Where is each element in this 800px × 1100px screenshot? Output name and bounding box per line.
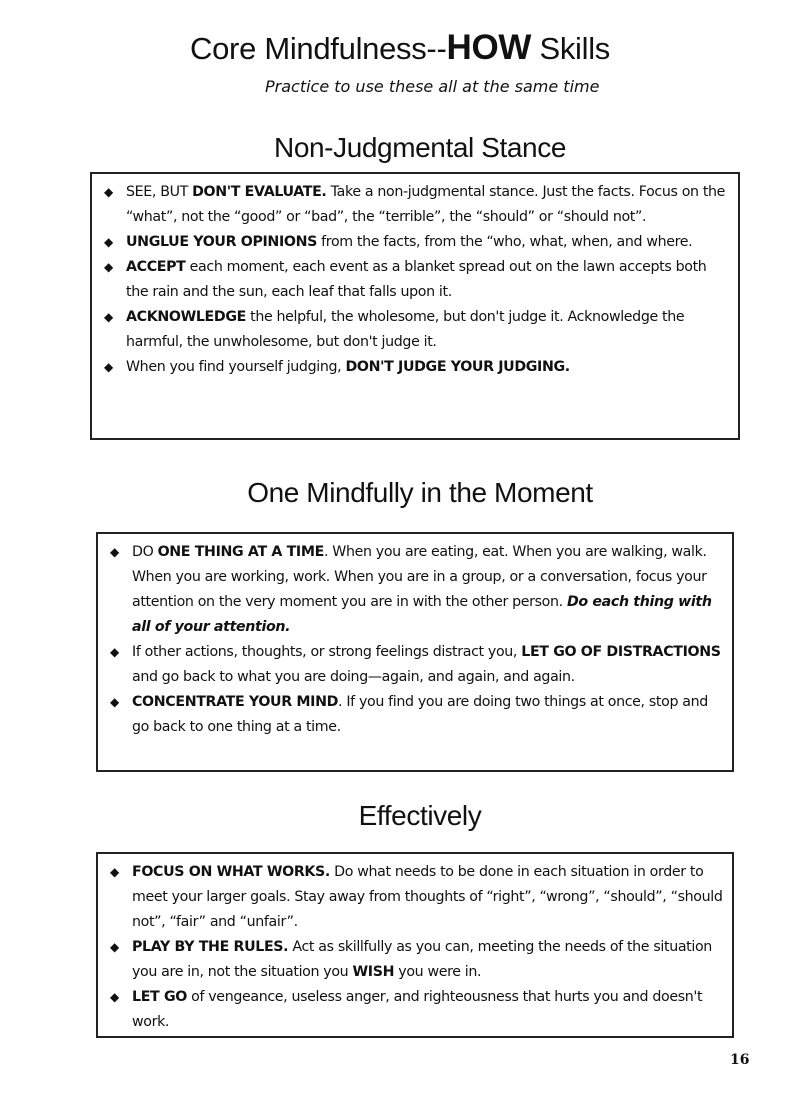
list-item: ◆ PLAY BY THE RULES. Act as skillfully as you can, meeting the needs of the situation you are in, not the situation you WISH you were in. (110, 935, 724, 985)
bullet-icon: ◆ (104, 235, 113, 249)
list-item: ◆ FOCUS ON WHAT WORKS. Do what needs to be done in each situation in order to meet your larger goals. Stay away from thoughts of “right”, “wrong”, “should”, “should not”, “fair” and “unfair”. (110, 860, 724, 935)
list-item: ◆ UNGLUE YOUR OPINIONS from the facts, from the “who, what, when, and where. (104, 230, 730, 255)
bullet-icon: ◆ (104, 360, 113, 374)
list-item: ◆ If other actions, thoughts, or strong feelings distract you, LET GO OF DISTRACTIONS and go back to what you are doing—again, and again, and again. (110, 640, 724, 690)
bullet-icon: ◆ (110, 695, 119, 709)
bullet-icon: ◆ (110, 545, 119, 559)
page-title (0, 28, 800, 68)
list-item: ◆ DO ONE THING AT A TIME. When you are eating, eat. When you are walking, walk. When you are working, work. When you are in a group, or a conversation, focus your attention on the very moment you are in with the other person. Do each thing with all of your attention. (110, 540, 724, 640)
bullet-icon: ◆ (110, 645, 119, 659)
bullet-icon: ◆ (110, 990, 119, 1004)
list-item: ◆ LET GO of vengeance, useless anger, and righteousness that hurts you and doesn't work. (110, 985, 724, 1035)
bullet-icon: ◆ (104, 185, 113, 199)
non-judgmental-box (90, 172, 740, 440)
list-item: ◆ ACCEPT each moment, each event as a blanket spread out on the lawn accepts both the rain and the sun, each leaf that falls upon it. (104, 255, 730, 305)
bullet-icon: ◆ (104, 310, 113, 324)
list-item: ◆ SEE, BUT DON'T EVALUATE. Take a non-judgmental stance. Just the facts. Focus on the “what”, not the “good” or “bad”, the “terrible”, the “should” or “should not”. (104, 180, 730, 230)
title-suffix: Skills (531, 31, 610, 66)
list-item: ◆ CONCENTRATE YOUR MIND. If you find you are doing two things at once, stop and go back to one thing at a time. (110, 690, 724, 740)
bullet-icon: ◆ (110, 865, 119, 879)
title-prefix: Core Mindfulness-- (190, 31, 447, 66)
subtitle: Practice to use these all at the same time (265, 77, 600, 96)
section-heading-effectively: Effectively (358, 800, 482, 831)
bullet-icon: ◆ (110, 940, 119, 954)
one-mindfully-box (96, 532, 734, 772)
list-item: ◆ When you find yourself judging, DON'T JUDGE YOUR JUDGING. (104, 355, 730, 380)
section-heading-one-mindfully: One Mindfully in the Moment (247, 477, 593, 508)
list-item: ◆ ACKNOWLEDGE the helpful, the wholesome, but don't judge it. Acknowledge the harmful, the unwholesome, but don't judge it. (104, 305, 730, 355)
section-heading-non-judgmental: Non-Judgmental Stance (274, 132, 566, 163)
title-how: HOW (446, 28, 532, 67)
page-number: 16 (730, 1052, 750, 1068)
effectively-box (96, 852, 734, 1038)
bullet-icon: ◆ (104, 260, 113, 274)
